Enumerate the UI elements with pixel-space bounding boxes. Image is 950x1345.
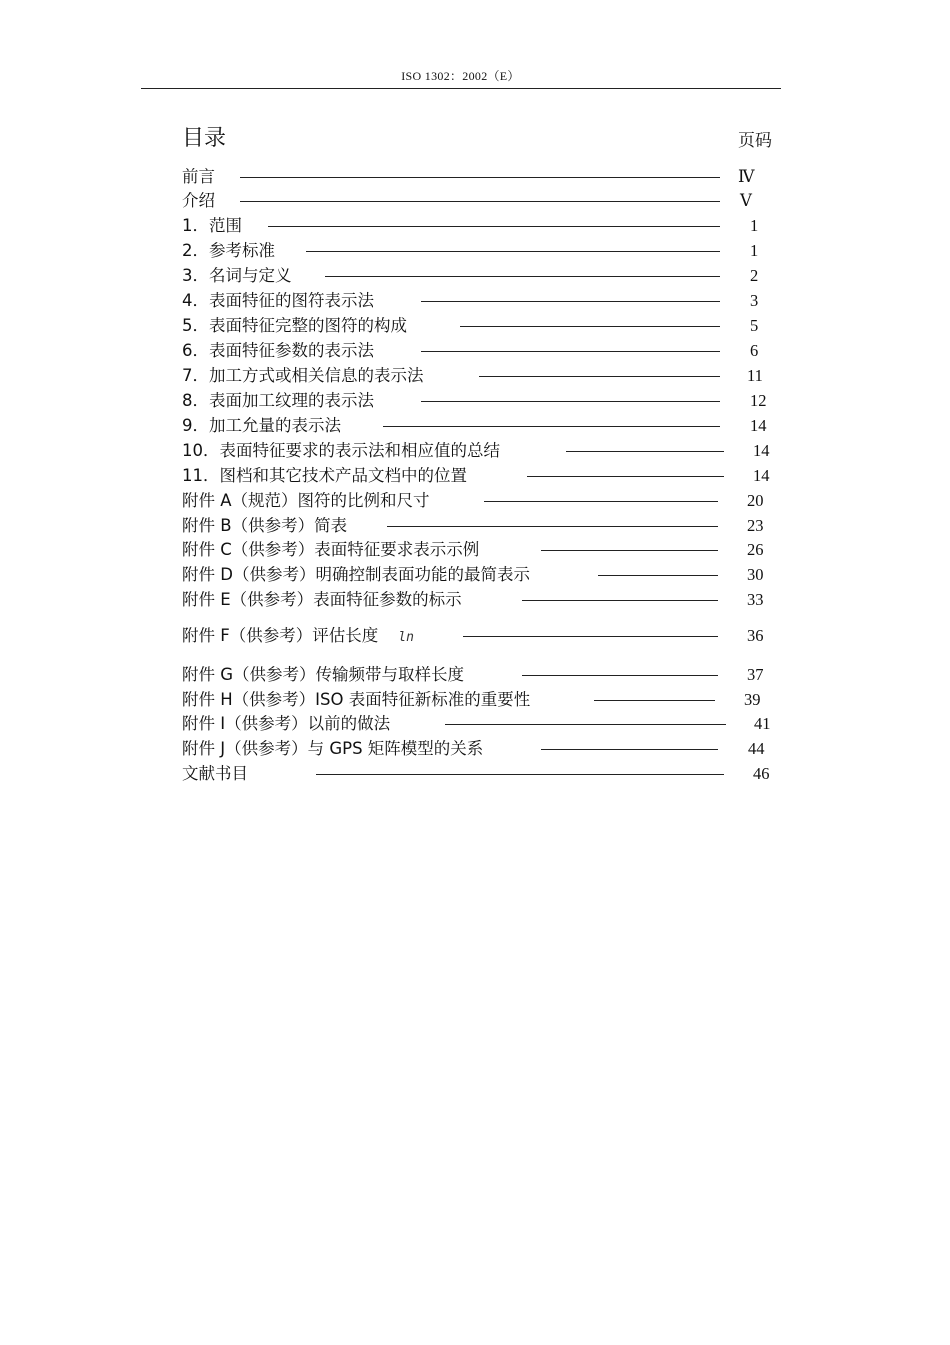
toc-entry-page: 20 xyxy=(747,491,764,510)
toc-leader-line xyxy=(566,451,724,452)
toc-leader-line xyxy=(383,426,720,427)
toc-entry-foreword[interactable] xyxy=(0,165,950,189)
toc-entry-page: 1 xyxy=(750,216,759,235)
toc-entry-page: Ⅴ xyxy=(740,191,752,210)
toc-entry-label: 附件 H（供参考）ISO 表面特征新标准的重要性 xyxy=(182,690,531,709)
toc-entry-annex-f[interactable] xyxy=(0,624,950,648)
toc-entry-normative-references[interactable] xyxy=(0,239,950,263)
toc-entry-page: 44 xyxy=(748,739,765,758)
toc-entry-graphical-symbols[interactable] xyxy=(0,289,950,313)
toc-entry-label: 5．表面特征完整的图符的构成 xyxy=(182,316,407,335)
toc-entry-page: 14 xyxy=(753,466,770,485)
toc-entry-label: 附件 D（供参考）明确控制表面功能的最简表示 xyxy=(182,565,530,584)
toc-entry-label: 前言 xyxy=(182,167,215,186)
toc-entry-label xyxy=(182,624,414,648)
toc-entry-parameters[interactable] xyxy=(0,339,950,363)
toc-entry-annex-c[interactable] xyxy=(0,538,950,562)
toc-entry-terms-definitions[interactable] xyxy=(0,264,950,288)
toc-entry-label: 介绍 xyxy=(182,191,215,210)
toc-entry-annex-d[interactable] xyxy=(0,563,950,587)
toc-entry-label: 附件 B（供参考）简表 xyxy=(182,516,348,535)
toc-entry-label: 附件 J（供参考）与 GPS 矩阵模型的关系 xyxy=(182,739,484,758)
toc-entry-label: 11．图档和其它技术产品文档中的位置 xyxy=(182,466,467,485)
toc-leader-line xyxy=(240,177,720,178)
toc-entry-label: 9．加工允量的表示法 xyxy=(182,416,341,435)
toc-entry-annex-b[interactable] xyxy=(0,514,950,538)
toc-entry-label: 附件 E（供参考）表面特征参数的标示 xyxy=(182,590,462,609)
toc-entry-label: 6．表面特征参数的表示法 xyxy=(182,341,374,360)
toc-entry-position-in-documents[interactable] xyxy=(0,464,950,488)
toc-leader-line xyxy=(421,301,720,302)
toc-leader-line xyxy=(484,501,718,502)
toc-entry-page: 12 xyxy=(750,391,767,410)
toc-entry-page: 36 xyxy=(747,626,764,645)
toc-entry-label: 附件 G（供参考）传输频带与取样长度 xyxy=(182,665,465,684)
toc-entry-page: 2 xyxy=(750,266,759,285)
toc-entry-annex-a[interactable] xyxy=(0,489,950,513)
toc-leader-line xyxy=(306,251,720,252)
toc-entry-page: 26 xyxy=(747,540,764,559)
toc-entry-page: 14 xyxy=(753,441,770,460)
toc-leader-line xyxy=(268,226,720,227)
toc-entry-manufacturing-method[interactable] xyxy=(0,364,950,388)
toc-entry-page: Ⅳ xyxy=(738,167,755,186)
toc-entry-surface-lay[interactable] xyxy=(0,389,950,413)
toc-leader-line xyxy=(598,575,718,576)
toc-entry-page: 39 xyxy=(744,690,761,709)
toc-leader-line xyxy=(325,276,720,277)
toc-entry-annex-j[interactable] xyxy=(0,737,950,761)
toc-entry-page: 33 xyxy=(747,590,764,609)
toc-leader-line xyxy=(316,774,724,775)
toc-entry-annex-e[interactable] xyxy=(0,588,950,612)
toc-leader-line xyxy=(463,636,718,637)
toc-entry-label: 10．表面特征要求的表示法和相应值的总结 xyxy=(182,441,500,460)
toc-leader-line xyxy=(460,326,720,327)
toc-entry-label: 文献书目 xyxy=(182,764,248,783)
header-rule xyxy=(141,88,781,89)
toc-entry-scope[interactable] xyxy=(0,214,950,238)
toc-leader-line xyxy=(479,376,720,377)
toc-entry-page: 30 xyxy=(747,565,764,584)
toc-entry-page: 3 xyxy=(750,291,759,310)
toc-leader-line xyxy=(527,476,724,477)
toc-entry-label: 4．表面特征的图符表示法 xyxy=(182,291,374,310)
toc-leader-line xyxy=(421,351,720,352)
toc-entry-label: 附件 I（供参考）以前的做法 xyxy=(182,714,391,733)
toc-entry-page: 6 xyxy=(750,341,759,360)
toc-leader-line xyxy=(387,526,718,527)
toc-entry-page: 46 xyxy=(753,764,770,783)
toc-leader-line xyxy=(421,401,720,402)
toc-leader-line xyxy=(541,749,718,750)
toc-entry-bibliography[interactable] xyxy=(0,762,950,786)
toc-entry-complete-symbol[interactable] xyxy=(0,314,950,338)
toc-leader-line xyxy=(240,201,720,202)
toc-entry-label: 附件 A（规范）图符的比例和尺寸 xyxy=(182,491,430,510)
toc-entry-annex-g[interactable] xyxy=(0,663,950,687)
toc-entry-page: 37 xyxy=(747,665,764,684)
toc-entry-summary[interactable] xyxy=(0,439,950,463)
toc-entry-label: 1．范围 xyxy=(182,216,242,235)
toc-entry-annex-h[interactable] xyxy=(0,688,950,712)
toc-entry-label: 8．表面加工纹理的表示法 xyxy=(182,391,374,410)
toc-leader-line xyxy=(522,675,718,676)
toc-leader-line xyxy=(541,550,718,551)
toc-leader-line xyxy=(594,700,715,701)
toc-entry-annex-i[interactable] xyxy=(0,712,950,736)
page-column-heading: 页码 xyxy=(738,131,772,151)
toc-entry-label: 附件 C（供参考）表面特征要求表示示例 xyxy=(182,540,480,559)
toc-entry-page: 11 xyxy=(747,366,763,385)
toc-entry-machining-allowance[interactable] xyxy=(0,414,950,438)
toc-entry-introduction[interactable] xyxy=(0,189,950,213)
evaluation-length-symbol: ln xyxy=(398,630,414,645)
toc-entry-label: 3．名词与定义 xyxy=(182,266,292,285)
toc-entry-label-text: 附件 F（供参考）评估长度 xyxy=(182,626,379,645)
toc-entry-page: 5 xyxy=(750,316,759,335)
toc-entry-page: 23 xyxy=(747,516,764,535)
document-header-reference: ISO 1302：2002（E） xyxy=(401,69,520,83)
toc-entry-label: 7．加工方式或相关信息的表示法 xyxy=(182,366,424,385)
toc-entry-label: 2．参考标准 xyxy=(182,241,275,260)
toc-leader-line xyxy=(522,600,718,601)
toc-leader-line xyxy=(445,724,726,725)
toc-title: 目录 xyxy=(182,126,227,151)
toc-entry-page: 1 xyxy=(750,241,759,260)
toc-entry-page: 41 xyxy=(754,714,771,733)
toc-entry-page: 14 xyxy=(750,416,767,435)
